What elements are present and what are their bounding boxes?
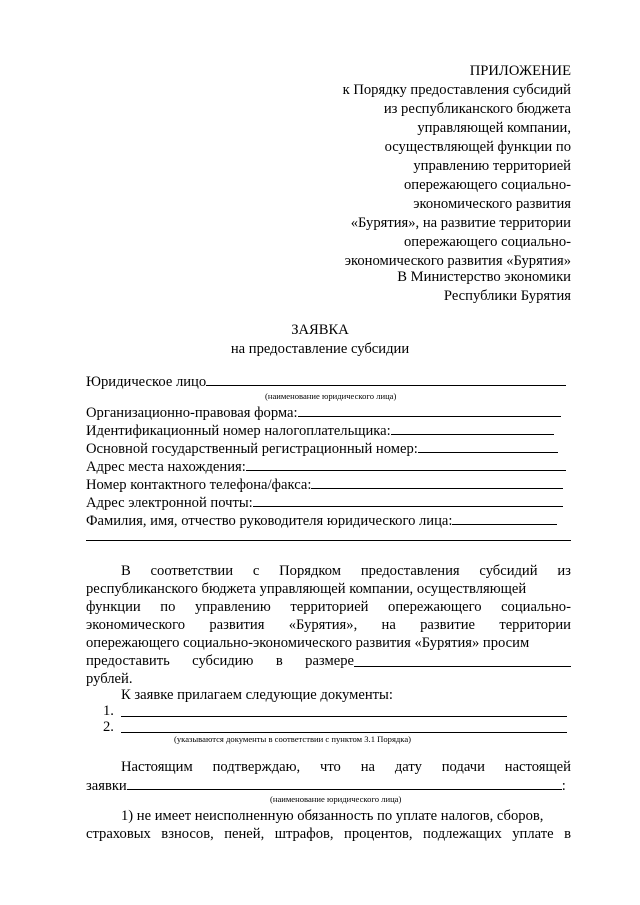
word: штрафов, bbox=[274, 826, 334, 842]
word: развитие bbox=[420, 617, 476, 633]
word: субсидий bbox=[479, 563, 538, 579]
addressee-line-2: Республики Бурятия bbox=[443, 288, 571, 304]
docs-intro: К заявке прилагаем следующие документы: bbox=[121, 687, 393, 703]
word: из bbox=[557, 563, 571, 579]
head-blank-line-2 bbox=[86, 540, 571, 541]
word: опережающего bbox=[388, 599, 482, 615]
paragraph-line bbox=[86, 652, 354, 671]
confirm-line-2 bbox=[86, 776, 566, 796]
confirm-colon: : bbox=[561, 778, 566, 794]
paragraph-line: республиканского бюджета управляющей компании, осуществляющей bbox=[86, 581, 527, 597]
phone-row bbox=[86, 475, 563, 495]
word: на bbox=[381, 617, 396, 633]
phone-blank bbox=[311, 475, 563, 489]
word: Настоящим bbox=[121, 759, 193, 775]
confirm-line bbox=[121, 758, 571, 777]
appendix-line: экономического развития bbox=[413, 196, 571, 212]
inn-blank bbox=[391, 421, 554, 435]
word: дату bbox=[394, 759, 422, 775]
word: экономического bbox=[86, 617, 186, 633]
appendix-line: опережающего социально- bbox=[403, 234, 571, 250]
word: управлению bbox=[194, 599, 271, 615]
email-blank bbox=[253, 493, 563, 507]
word: В bbox=[121, 563, 131, 579]
legal-entity-label: Юридическое лицо bbox=[86, 374, 207, 390]
docs-item-number: 2. bbox=[103, 719, 114, 735]
head-label: Фамилия, имя, отчество руководителя юридического лица: bbox=[86, 513, 453, 529]
word: предоставления bbox=[360, 563, 460, 579]
appendix-block bbox=[271, 62, 571, 271]
word: процентов, bbox=[344, 826, 413, 842]
word: соответствии bbox=[150, 563, 234, 579]
confirm-blank bbox=[127, 776, 562, 790]
email-row bbox=[86, 493, 563, 513]
org-form-blank bbox=[298, 403, 561, 417]
appendix-line: управлению территорией bbox=[413, 158, 571, 174]
word: субсидию bbox=[192, 653, 254, 669]
inn-row bbox=[86, 421, 554, 441]
org-form-label: Организационно-правовая форма: bbox=[86, 405, 298, 421]
inn-label: Идентификационный номер налогоплательщика: bbox=[86, 423, 391, 439]
org-form-row bbox=[86, 403, 561, 423]
word: что bbox=[320, 759, 341, 775]
word: уплате bbox=[512, 826, 554, 842]
word: с bbox=[252, 563, 260, 579]
docs-item-number: 1. bbox=[103, 703, 114, 719]
paragraph-line: рублей. bbox=[86, 671, 133, 687]
word: подтверждаю, bbox=[212, 759, 301, 775]
word: взносов, bbox=[161, 826, 214, 842]
addressee-block bbox=[271, 268, 571, 306]
appendix-line: опережающего социально- bbox=[403, 177, 571, 193]
appendix-line: к Порядку предоставления субсидий bbox=[342, 82, 571, 98]
docs-item-blank bbox=[121, 732, 567, 733]
word: настоящей bbox=[504, 759, 571, 775]
addressee-line-1: В Министерство экономики bbox=[397, 269, 571, 285]
docs-item-blank bbox=[121, 716, 567, 717]
word: пеней, bbox=[224, 826, 265, 842]
paragraph-line: опережающего социально-экономического развития «Бурятия» просим bbox=[86, 635, 530, 651]
word: Порядком bbox=[279, 563, 341, 579]
appendix-line: экономического развития «Бурятия» bbox=[344, 253, 571, 269]
word: на bbox=[360, 759, 376, 775]
word: в bbox=[275, 653, 283, 669]
paragraph-line bbox=[121, 562, 571, 581]
condition-line: 1) не имеет неисполненную обязанность по уплате налогов, сборов, bbox=[121, 808, 544, 824]
address-row bbox=[86, 457, 566, 477]
document-subtitle: на предоставление субсидии bbox=[230, 341, 410, 357]
word: «Бурятия», bbox=[288, 617, 358, 633]
confirm-label: заявки bbox=[86, 778, 127, 794]
word: функции bbox=[86, 599, 141, 615]
ogrn-label: Основной государственный регистрационный номер: bbox=[86, 441, 418, 457]
word: по bbox=[160, 599, 176, 615]
condition-line bbox=[86, 825, 571, 844]
word: подачи bbox=[441, 759, 485, 775]
legal-entity-blank bbox=[206, 372, 566, 386]
docs-hint: (указываются документы в соответствии с пунктом 3.1 Порядка) bbox=[174, 734, 411, 744]
address-blank bbox=[246, 457, 566, 471]
word: развития bbox=[209, 617, 265, 633]
appendix-line: ПРИЛОЖЕНИЕ bbox=[469, 63, 571, 79]
confirm-hint: (наименование юридического лица) bbox=[270, 794, 402, 804]
legal-entity-row bbox=[86, 372, 566, 392]
head-blank bbox=[452, 511, 557, 525]
word: социально- bbox=[501, 599, 571, 615]
paragraph-line bbox=[86, 598, 571, 617]
paragraph-line bbox=[86, 616, 571, 635]
appendix-line: управляющей компании, bbox=[417, 120, 571, 136]
ogrn-row bbox=[86, 439, 558, 459]
word: территории bbox=[499, 617, 571, 633]
appendix-line: «Бурятия», на развитие территории bbox=[350, 215, 571, 231]
document-title: ЗАЯВКА bbox=[291, 322, 349, 338]
email-label: Адрес электронной почты: bbox=[86, 495, 253, 511]
word: подлежащих bbox=[423, 826, 502, 842]
appendix-line: осуществляющей функции по bbox=[384, 139, 571, 155]
legal-entity-hint: (наименование юридического лица) bbox=[265, 391, 397, 401]
word: страховых bbox=[86, 826, 151, 842]
appendix-line: из республиканского бюджета bbox=[383, 101, 571, 117]
word: размере bbox=[305, 653, 354, 669]
address-label: Адрес места нахождения: bbox=[86, 459, 246, 475]
ogrn-blank bbox=[418, 439, 558, 453]
word: территорией bbox=[290, 599, 369, 615]
amount-blank bbox=[354, 653, 571, 667]
head-row bbox=[86, 511, 557, 531]
word: в bbox=[564, 826, 571, 842]
word: предоставить bbox=[86, 653, 170, 669]
phone-label: Номер контактного телефона/факса: bbox=[86, 477, 312, 493]
